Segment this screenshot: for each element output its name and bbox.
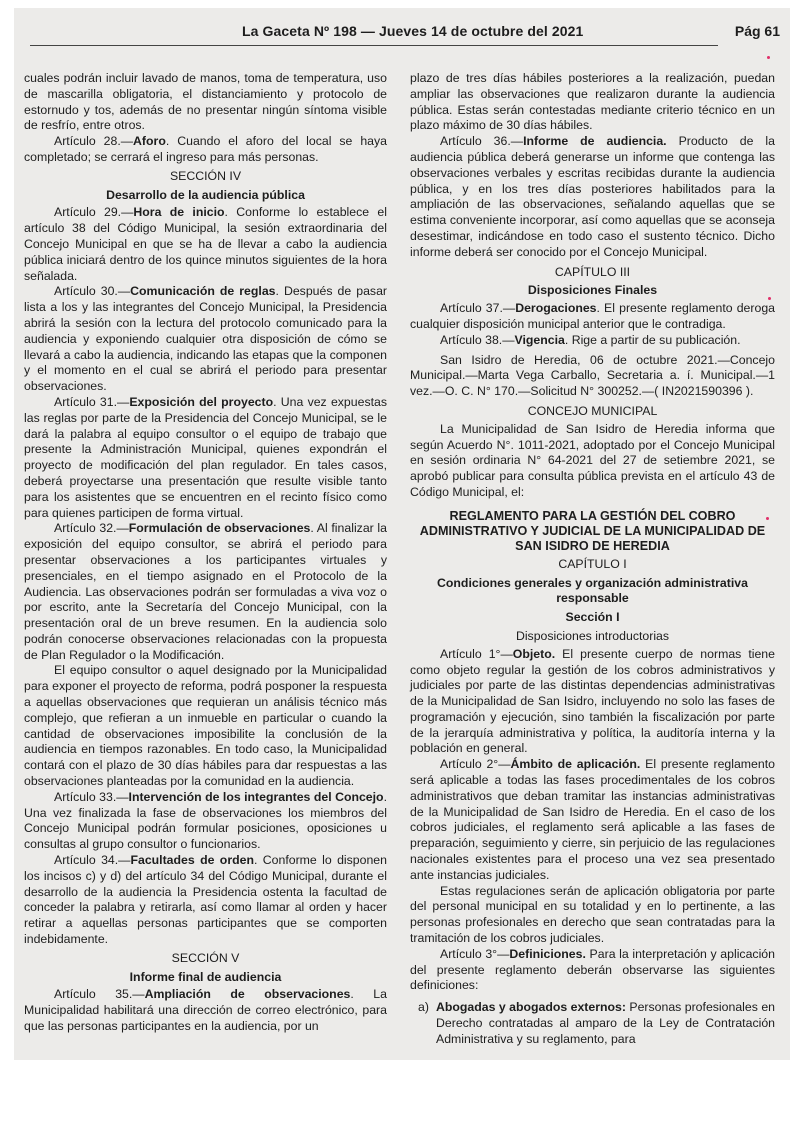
article-title: Objeto. [512,646,556,661]
article-38 [410,333,775,349]
section-title: Desarrollo de la audiencia pública [106,187,305,202]
article-text: . Al finalizar la exposición del equipo consultor, se abrirá el periodo para presentar observaciones a los participantes virtuales y presenciales, en el tiempo asignado en el Protocolo de la Audiencia. Las observaciones podrán ser formuladas a viva voz o por escrito, ante la Secretaría del Concejo Municipal, con la presentación oral de un breve resumen. En la audiencia solo podrán conocerse observaciones relacionadas con la propuesta de Plan Regulador o la Modificación. [24,521,388,662]
article-title: Intervención de los integrantes del Concejo [128,789,384,804]
article-2 [410,757,775,883]
article-text: El presente reglamento será aplicable a todas las fases procedimentales de los cobros administrativos que deban tramitar las instancias administrativas de la Municipalidad de San Isidro de Heredia. En el caso de los cobros judiciales, el reglamento será aplicable a las fases de preparación, seguimiento y cierre, sin perjuicio de las regulaciones nacionales existentes para el proceso una vez sea presentado ante instancias judiciales. [410,757,775,882]
section-heading: Sección I [565,610,620,625]
paragraph: El equipo consultor o aquel designado por la Municipalidad para exponer el proyecto de reforma, podrá posponer la respuesta a aquellas observaciones que requieran un análisis técnico más complejo, que refieran a un inmueble en particular o cuando la cantidad de observaciones imposibilite la conclusión de la audiencia en tiempos razonables. En todo caso, la Municipalidad contará con el plazo de 30 días hábiles para dar respuestas a las observaciones planteadas por la comunidad en la audiencia. [24,663,387,789]
article-title: Informe de audiencia. [523,134,667,149]
section-title: Informe final de audiencia [129,969,282,984]
definition-text: Personas profesionales en Derecho contratadas al amparo de la Ley de Contratación Administrativa y su reglamento, para [436,1000,775,1046]
article-label: Artículo 29.— [54,205,134,220]
chapter-heading: CAPÍTULO III [554,264,631,279]
article-32 [24,521,387,663]
section-heading: SECCIÓN IV [169,168,242,183]
chapter-title: Condiciones generales y organización administrativa responsable [437,575,748,606]
paragraph: cuales podrán incluir lavado de manos, toma de temperatura, uso de mascarilla obligatoria, el distanciamiento y protocolo de estornudo y tos, además de no presentar ningún síntoma visible de resfrío, entre otros. [24,71,387,133]
article-28 [24,134,387,166]
gazette-title: La Gaceta Nº 198 — Jueves 14 de octubre del 2021 [242,23,584,39]
article-label: Artículo 36.— [440,134,524,149]
article-title: Vigencia [514,332,565,347]
article-text: . Una vez expuestas las reglas por parte de la Presidencia del Concejo Municipal, se le dará la palabra al equipo consultor o el equipo de trabajo que presente la Administración Municipal, quienes expondrán el proyecto de modificación del plan regulador. En tales casos, deberá proyectarse una presentación que resulte visible tanto para los asistentes que se encuentren en el recinto físico como para quienes participen de forma virtual. [24,394,387,520]
article-label: Artículo 1°— [440,646,513,661]
paragraph: Estas regulaciones serán de aplicación obligatoria por parte del personal municipal en su totalidad y en lo pertinente, a las personas profesionales en derecho que sean contratadas para la tramitación de los cobros judiciales. [410,883,775,946]
article-text: . El presente reglamento deroga cualquier disposición municipal anterior que le contradiga. [410,301,775,331]
article-label: Artículo 3°— [440,946,510,961]
article-text: . Una vez finalizada la fase de observaciones los miembros del Concejo Municipal podrán formular posiciones, oposiciones u consultas al grupo consultor o funcionarios. [24,789,387,852]
paragraph: La Municipalidad de San Isidro de Heredia informa que según Acuerdo N°. 1011-2021, adoptado por el Concejo Municipal en sesión ordinaria N° 64-2021 del 27 de setiembre 2021, se aprobó publicar para consulta pública prevista en el artículo 43 de Código Municipal, el: [410,421,775,499]
section-title: Disposiciones introductorias [515,628,670,643]
article-label: Artículo 28.— [54,134,134,149]
header-rule [30,45,718,46]
article-title: Derogaciones [515,301,597,316]
article-30 [24,284,387,395]
article-text: . Después de pasar lista a los y las integrantes del Concejo Municipal, la Presidencia abrirá la sesión con la lectura del protocolo comunicado para la audiencia y exponiendo cualquier otra disposición de cómo se llevará a cabo la audiencia, indicando las etapas que la componen y el momento en el cual se abrirá el periodo para presentar observaciones. [24,284,387,394]
article-35 [24,987,387,1034]
article-label: Artículo 35.— [54,987,145,1002]
article-label: Artículo 38.— [440,332,515,347]
article-29 [24,205,387,284]
article-text: . Conforme lo establece el artículo 38 del Código Municipal, la sesión extraordinaria del Concejo Municipal en que se ha de llevar a cabo la audiencia pública iniciará dentro de los quince minutos siguientes de la hora señalada. [24,205,388,283]
article-label: Artículo 31.— [54,394,130,409]
item-marker: a) [418,1000,429,1015]
article-label: Artículo 2°— [440,757,511,772]
signature-block: San Isidro de Heredia, 06 de octubre 2021.—Concejo Municipal.—Marta Vega Carballo, Secretaria a. í. Municipal.—1 vez.—O. C. N° 170.—Solicitud N° 300252.—( IN2021590396 ). [410,352,775,399]
article-title: Comunicación de reglas [130,284,276,299]
article-text: El presente cuerpo de normas tiene como objeto regular la gestión de los cobros administrativos y judiciales por parte de las distintas dependencias administrativas de la Municipalidad de San Isidro, incluyendo no solo las fases de programación y ejecución, sino también la fiscalización por parte de la jerarquía administrativa y política, la auditoría interna y la población en general. [410,646,775,756]
article-37 [410,301,775,333]
article-text: . Rige a partir de su publicación. [564,332,741,347]
article-text: Para la interpretación y aplicación del presente reglamento deberán observarse las siguientes definiciones: [410,946,775,993]
scan-mark [767,56,770,59]
article-text: . Cuando el aforo del local se haya completado; se cerrará el ingreso para más personas. [24,134,388,164]
definition-term: Abogadas y abogados externos: [436,1000,626,1015]
article-title: Definiciones. [509,946,586,961]
article-31 [24,395,387,521]
definition-item [410,1000,775,1047]
article-label: Artículo 33.— [54,789,129,804]
chapter-heading: CAPÍTULO I [558,556,627,571]
article-1 [410,647,775,758]
article-title: Ámbito de aplicación. [510,757,641,772]
article-36 [410,134,775,260]
article-33 [24,790,387,853]
page-header [30,18,788,48]
article-3 [410,947,775,994]
regulation-title: REGLAMENTO PARA LA GESTIÓN DEL COBRO ADMINISTRATIVO Y JUDICIAL DE LA MUNICIPALIDAD DE SAN ISIDRO DE HEREDIA [419,508,766,553]
article-text: Producto de la audiencia pública deberá generarse un informe que contenga las observaciones verbales y escritas recibidas durante la audiencia pública, y en los tres días posteriores habilitados para la ampliación de las observaciones, señalando aquellas que se estima conveniente incorporar, así como aquellas que se aconseja desestimar, indicándose en todo caso el sustento técnico. Dicho informe deberá ser conocido por el Concejo Municipal. [410,134,776,259]
article-label: Artículo 32.— [54,521,129,536]
left-column [24,71,387,1035]
scan-mark [766,517,769,520]
scan-mark [768,297,771,300]
right-column [410,71,775,1048]
article-text: . La Municipalidad habilitará una dirección de correo electrónico, para que las personas participantes en la audiencia, por un [24,987,387,1034]
article-title: Exposición del proyecto [129,394,274,409]
article-label: Artículo 37.— [440,301,516,316]
page-number: Pág 61 [734,23,780,39]
article-label: Artículo 30.— [54,284,131,299]
article-title: Aforo [133,134,166,149]
article-title: Formulación de observaciones [128,521,311,536]
paragraph: plazo de tres días hábiles posteriores a la realización, puedan ampliar las observaciones que realizaron durante la audiencia pública. Estas serán contestadas mediante criterio técnico en un plazo máximo de 30 días hábiles. [410,71,775,133]
chapter-title: Disposiciones Finales [527,283,658,298]
article-text: . Conforme lo disponen los incisos c) y d) del artículo 34 del Código Municipal, durante el desarrollo de la audiencia la Presidencia ostenta la facultad de conceder la palabra y retirarla, así como llamar al orden y hacer retirar a aquellas personas participantes que se comporten indebidamente. [24,853,387,947]
article-label: Artículo 34.— [54,853,131,868]
article-title: Hora de inicio [133,205,225,220]
article-title: Facultades de orden [130,853,254,868]
section-heading: CONCEJO MUNICIPAL [527,403,658,418]
article-title: Ampliación de observaciones [144,987,351,1002]
section-heading: SECCIÓN V [171,950,240,965]
article-34 [24,853,387,948]
